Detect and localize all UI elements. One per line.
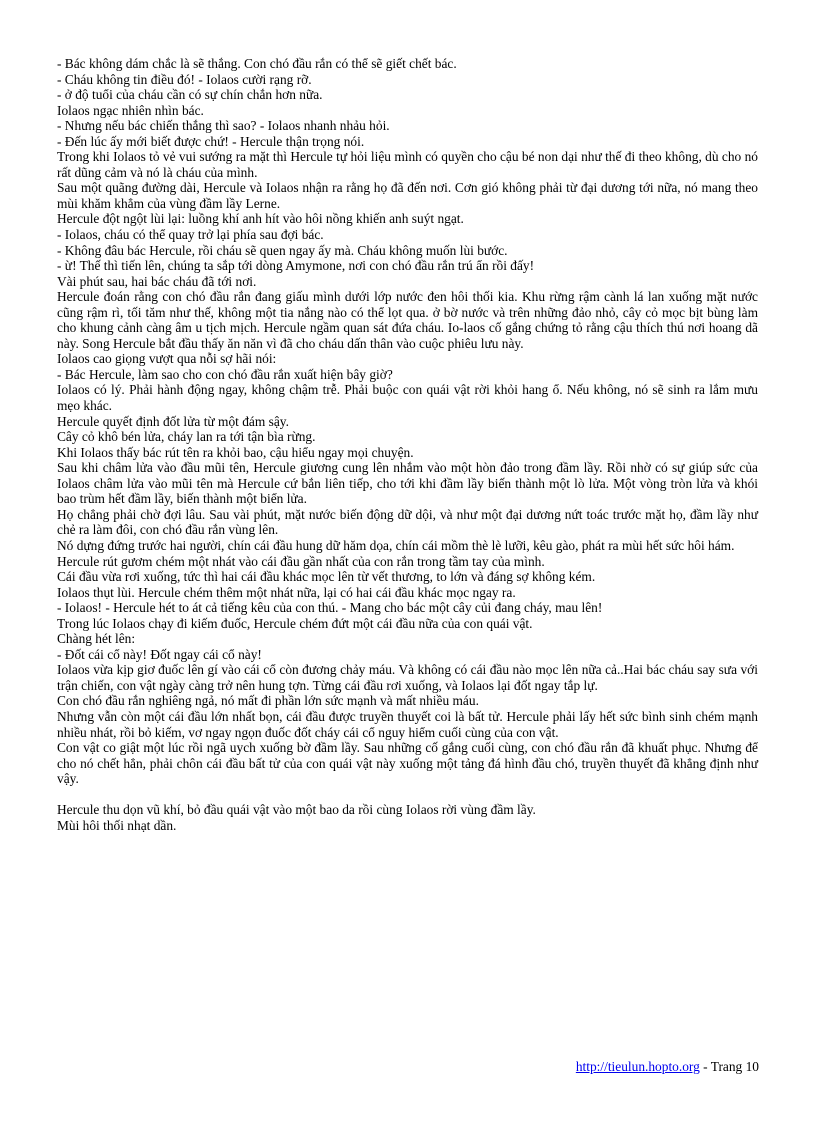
paragraph: Trong lúc Iolaos chạy đi kiếm đuốc, Hercule chém đứt một cái đầu nữa của con quái vật. [57, 615, 533, 631]
paragraph: Cái đầu vừa rơi xuống, tức thì hai cái đầu khác mọc lên từ vết thương, to lớn và đáng sợ không kém. [57, 569, 596, 585]
paragraph: Hercule rút gươm chém một nhát vào cái đầu gần nhất của con rắn trong tầm tay của mình. [57, 553, 545, 569]
paragraph: Con chó đầu rắn nghiêng ngả, nó mất đi phần lớn sức mạnh và mất nhiều máu. [57, 693, 479, 709]
paragraph: Iolaos vừa kịp giơ đuốc lên gí vào cái cổ còn đương chảy máu. Và không có cái đầu nào mọc lên nữa cả..Hai bác cháu say sưa với trận chiến, con vật ngày càng trở nên hung tợn. Từng cái đầu rơi xuống, và Iolaos lại đốt ngay tắp lự. [57, 662, 758, 693]
paragraph: Vài phút sau, hai bác cháu đã tới nơi. [57, 273, 257, 289]
paragraph: Iolaos cao giọng vượt qua nỗi sợ hãi nói: [57, 351, 277, 367]
paragraph: - ở độ tuổi của cháu cần có sự chín chắn hơn nữa. [57, 87, 323, 103]
footer-link[interactable]: http://tieulun.hopto.org [575, 1059, 700, 1074]
paragraph: Con vật co giật một lúc rồi ngã uych xuống bờ đầm lầy. Sau những cố gắng cuối cùng, con chó đầu rắn đã khuất phục. Nhưng để cho nó chết hẳn, phải chôn cái đầu bất tử của con quái vật này xuống một tảng đá hình đầu chó, truyền thuyết đã khẳng định như vậy. [57, 740, 758, 787]
paragraph: - Bác không dám chắc là sẽ thắng. Con chó đầu rắn có thể sẽ giết chết bác. [57, 56, 457, 71]
paragraph: - Iolaos! - Hercule hét to át cả tiếng kêu của con thú. - Mang cho bác một cây củi đang cháy, mau lên! [57, 600, 603, 616]
paragraph: - Đốt cái cổ này! Đốt ngay cái cổ này! [57, 646, 262, 662]
paragraph: Iolaos thụt lùi. Hercule chém thêm một nhát nữa, lại có hai cái đầu khác mọc ngay ra. [57, 584, 516, 600]
paragraph: Sau một quãng đường dài, Hercule và Iolaos nhận ra rằng họ đã đến nơi. Cơn gió không phải từ đại dương tới nữa, nó mang theo mùi khăm khẳm của vùng đầm lầy Lerne. [57, 180, 758, 211]
paragraph: Khi Iolaos thấy bác rút tên ra khỏi bao, cậu hiểu ngay mọi chuyện. [57, 444, 414, 460]
paragraph: Hercule đoán rằng con chó đầu rắn đang giấu mình dưới lớp nước đen hôi thối kia. Khu rừng rậm cành lá lan xuống mặt nước cũng rậm rì, tối tăm như thế, không một tia nắng nào có thể lọt qua. ở bờ nước và trên những đảo nhỏ, cây cỏ mọc bịt bùng làm cho khung cảnh càng âm u tịch mịch. Hercule ngầm quan sát đứa cháu. Io-laos cố gắng chứng tỏ rằng cậu thích thú nơi hoang dã này. Song Hercule bắt đầu thấy ăn năn vì đã cho cháu dấn thân vào cuộc phiêu lưu này. [57, 289, 758, 351]
paragraph: - Bác Hercule, làm sao cho con chó đầu rắn xuất hiện bây giờ? [57, 366, 393, 382]
paragraph: Hercule thu dọn vũ khí, bỏ đầu quái vật vào một bao da rồi cùng Iolaos rời vùng đầm lầy. [57, 802, 536, 818]
paragraph: Hercule quyết định đốt lửa từ một đám sậy. [57, 413, 289, 429]
paragraph: Cây cỏ khô bén lửa, cháy lan ra tới tận bìa rừng. [57, 429, 316, 445]
paragraph: - Nhưng nếu bác chiến thắng thì sao? - Iolaos nhanh nhảu hỏi. [57, 118, 390, 134]
paragraph: Iolaos có lý. Phải hành động ngay, không chậm trễ. Phải buộc con quái vật rời khỏi hang ổ. Nếu không, nó sẽ sinh ra lắm mưu mẹo khác. [57, 382, 758, 414]
page-number: Trang 10 [710, 1059, 759, 1074]
paragraph: - Cháu không tin điều đó! - Iolaos cười rạng rỡ. [57, 71, 312, 87]
paragraph: Trong khi Iolaos tỏ vẻ vui sướng ra mặt thì Hercule tự hỏi liệu mình có quyền cho cậu bé non dại như thế đi theo không, dù cho nó rất dũng cảm và nó là cháu của mình. [57, 149, 758, 180]
blank-line [57, 787, 758, 803]
paragraph: - Iolaos, cháu có thể quay trở lại phía sau đợi bác. [57, 227, 324, 243]
paragraph: Chàng hét lên: [57, 631, 136, 647]
paragraph: Iolaos ngạc nhiên nhìn bác. [57, 102, 204, 118]
paragraph: Họ chẳng phải chờ đợi lâu. Sau vài phút, mặt nước biến động dữ dội, và như một đại dương nứt toác trước mặt họ, đầm lầy như chẻ ra làm đôi, con chó đầu rắn vùng lên. [57, 506, 758, 538]
paragraph: - ừ! Thế thì tiến lên, chúng ta sắp tới dòng Amymone, nơi con chó đầu rắn trú ẩn rồi đấy! [57, 258, 535, 274]
paragraph: Mùi hôi thối nhạt dần. [57, 817, 177, 833]
paragraph: Hercule đột ngột lùi lại: luồng khí anh hít vào hôi nồng khiến anh suýt ngạt. [57, 211, 464, 227]
page-footer [576, 1059, 759, 1075]
paragraph: Nó dựng đứng trước hai người, chín cái đầu hung dữ hăm dọa, chín cái mồm thè lè lưỡi, kêu gào, phát ra mùi hết sức hôi hám. [57, 537, 735, 553]
paragraph: Sau khi châm lửa vào đầu mũi tên, Hercule giương cung lên nhắm vào một hòn đảo trong đầm lầy. Rồi nhờ có sự giúp sức của Iolaos châm lửa vào mũi tên mà Hercule cứ bắn liên tiếp, cho tới khi đầm lầy biến thành một lò lửa. Một vòng tròn lửa và khói bao trùm hết đầm lầy, biến thành một biển lửa. [57, 460, 758, 507]
document-body [57, 56, 758, 833]
paragraph: Nhưng vẫn còn một cái đầu lớn nhất bọn, cái đầu được truyền thuyết coi là bất tử. Hercule phải lấy hết sức bình sinh chém mạnh nhiều nhát, rồi bỏ kiếm, vơ ngay ngọn đuốc đốt cháy cái cổ nguy hiểm cuối cùng của con vật. [57, 708, 758, 740]
paragraph: - Không đâu bác Hercule, rồi cháu sẽ quen ngay ấy mà. Cháu không muốn lùi bước. [57, 242, 508, 258]
paragraph: - Đến lúc ấy mới biết được chứ! - Hercule thận trọng nói. [57, 133, 365, 149]
footer-separator: - [699, 1059, 711, 1074]
